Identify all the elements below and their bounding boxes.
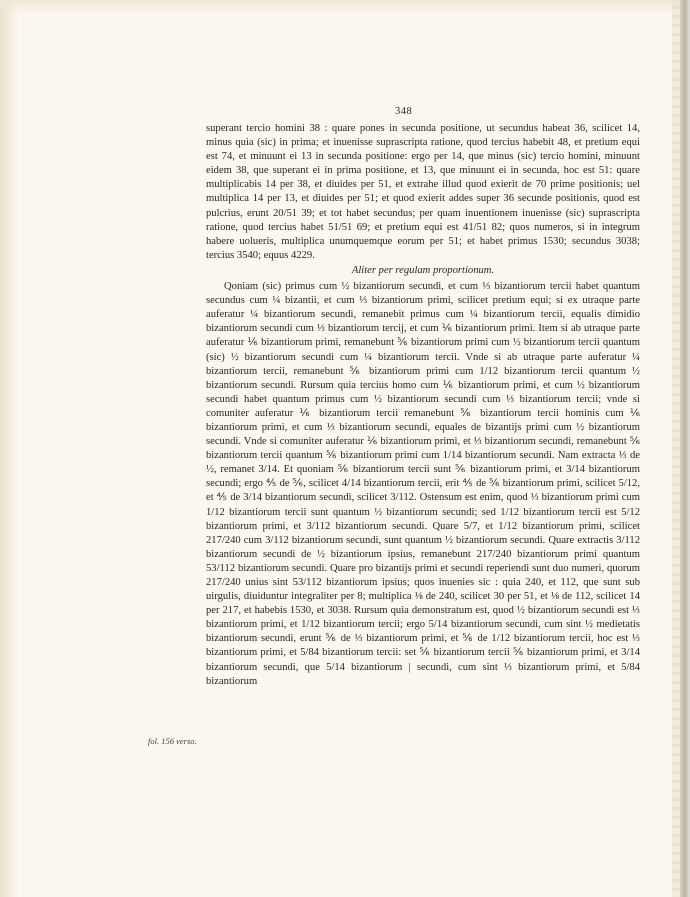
paragraph-1: superant tercio homini 38 : quare pones in secunda positione, ut secundus habeat 36, scilicet 14, minus quia (sic) in prima; et inuenisse suprascripta ratione, quod tercius habebit 48, et pretium equi est 74, et minuunt ei 13 in secunda positione: ergo per 14, que minus (sic) tercio homini, minuunt eidem 38, que superant ei in prima positione, et 13, que minuunt ei in secunda, hoc est 51: quare multiplicabis 14 per 38, et diuides per 51, et extrahe illud quod exierit de 70 prime positionis; uel multiplica 14 per 13, et diuides per 51; et quod exierit addes super 36 secunde positionis, quod est pulcrius, erunt 20/51 39; et tot habet secundus; per quam inuentionem inuenisse (sic) suprascripta ratione, quod tercius habet 51/51 69; et pretium equi est 41/51 82; quos numeros, si in integrum habere uolueris, multiplica unumquemque eorum per 51; et habet primus 1530; secundus 3038; tercius 3540; equus 4229. [206, 123, 640, 261]
paragraph-2: Qoniam (sic) primus cum ½ bizantiorum secundi, et cum ⅓ bizantiorum tercii habet quantum secundus cum ¼ bizantii, et cum ⅓ bizantiorum primi, scilicet pretium equi; si ex utraque parte auferatur ¼ bizantiorum secundi, remanebit primus cum ¼ bizantiorum tercii, equalis dimidio bizantiorum secundi cum ⅓ bizantiorum tercij, et cum ⅙ bizantiorum primi. Item si ab utraque parte auferatur ⅙ bizantiorum primi, remanebunt ⅚ bizantiorum primi cum ½ bizantiorum tercii quantum (sic) ½ bizantiorum secundi cum ¼ bizantiorum tercii. Vnde si ab utraque parte auferatur ¼ bizantiorum tercii, remanebunt ⅚ bizantiorum primi cum 1/12 bizantiorum tercii quantum ½ bizantiorum secundi. Rursum quia tercius homo cum ⅙ bizantiorum primi, et cum ½ bizantiorum secundi habet quantum primus cum ½ bizantiorum secundi cum ⅓ bizantiorum tercii; vnde si comuniter auferatur ⅙ bizantiorum tercii remanebunt ⅚ bizantiorum tercii hominis cum ⅙ bizantiorum primi, et cum ⅓ bizantiorum secundi, equales de bizantijs primi cum ½ bizantiorum secundi. Vnde si comuniter auferatur ⅙ bizantiorum primi, et ⅓ bizantiorum secundi, remanebunt ⅚ bizantiorum tercii quantum ⅚ bizantiorum primi cum 1/14 bizantiorum secundi. Nam extracta ⅓ de ½, remanet 3/14. Et quoniam ⅚ bizantiorum tercii sunt ⅚ bizantiorum primi, et 3/14 bizantiorum secundi; ergo ⅘ de ⅚, scilicet 4/14 bizantiorum tercii, erit ⅘ de ⅚ bizantiorum primi, scilicet 5/12, et ⅘ de 3/14 bizantiorum secundi, scilicet 3/112. Ostensum est enim, quod ⅓ bizantiorum primi cum 1/12 bizantiorum tercii sunt quantum ½ bizantiorum secundi; sed 1/12 bizantiorum tercii est 5/12 bizantiorum primi, et 3/112 bizantiorum secundi. Quare 5/7, et 1/12 bizantiorum primi, scilicet 217/240 cum 3/112 bizantiorum secundi, sunt quantum ½ bizantiorum secundi. Quare extractis 3/112 bizantiorum secundi de ½ bizantiorum ipsius, remanebunt 217/240 bizantiorum primi quantum 53/112 bizantiorum secundi. Quare pro bizantijs primi et secundi reperiendi sunt duo numeri, quorum 217/240 unius sint 53/112 bizantiorum ipsius; quos inuenies sic : quia 240, et 112, que sunt sub uirgulis, diuiduntur integraliter per 8; multiplica ⅛ de 240, scilicet 30 per 51, et ⅛ de 112, scilicet 14 per 217, et habebis 1530, et 3038. Rursum quia demonstratum est, quod ½ bizantiorum secundi est ⅓ bizantiorum primi, et 1/12 bizantiorum tercii; ergo 5/14 bizantiorum secundi, cum sint ½ medietatis bizantiorum secundi, erunt ⅚ de ⅓ bizantiorum primi, et ⅚ de 1/12 bizantiorum tercii, hoc est ⅓ bizantiorum primi, et 5/84 bizantiorum tercii: set ⅚ bizantiorum tercii ⅚ bizantiorum primi, et 3/14 bizantiorum secundi, que 5/14 bizantiorum | secundi, cum sint ⅓ bizantiorum primi, et 5/84 bizantiorum [206, 281, 640, 687]
page-top-shadow [0, 0, 680, 14]
page-edge-texture [672, 0, 680, 897]
section-heading: Aliter per regulam proportionum. [351, 264, 495, 276]
page-left-shadow [0, 0, 18, 897]
margin-note: fol. 156 verso. [148, 736, 197, 746]
book-binding [680, 0, 690, 897]
main-text [206, 122, 640, 689]
page-number: 348 [395, 106, 413, 117]
